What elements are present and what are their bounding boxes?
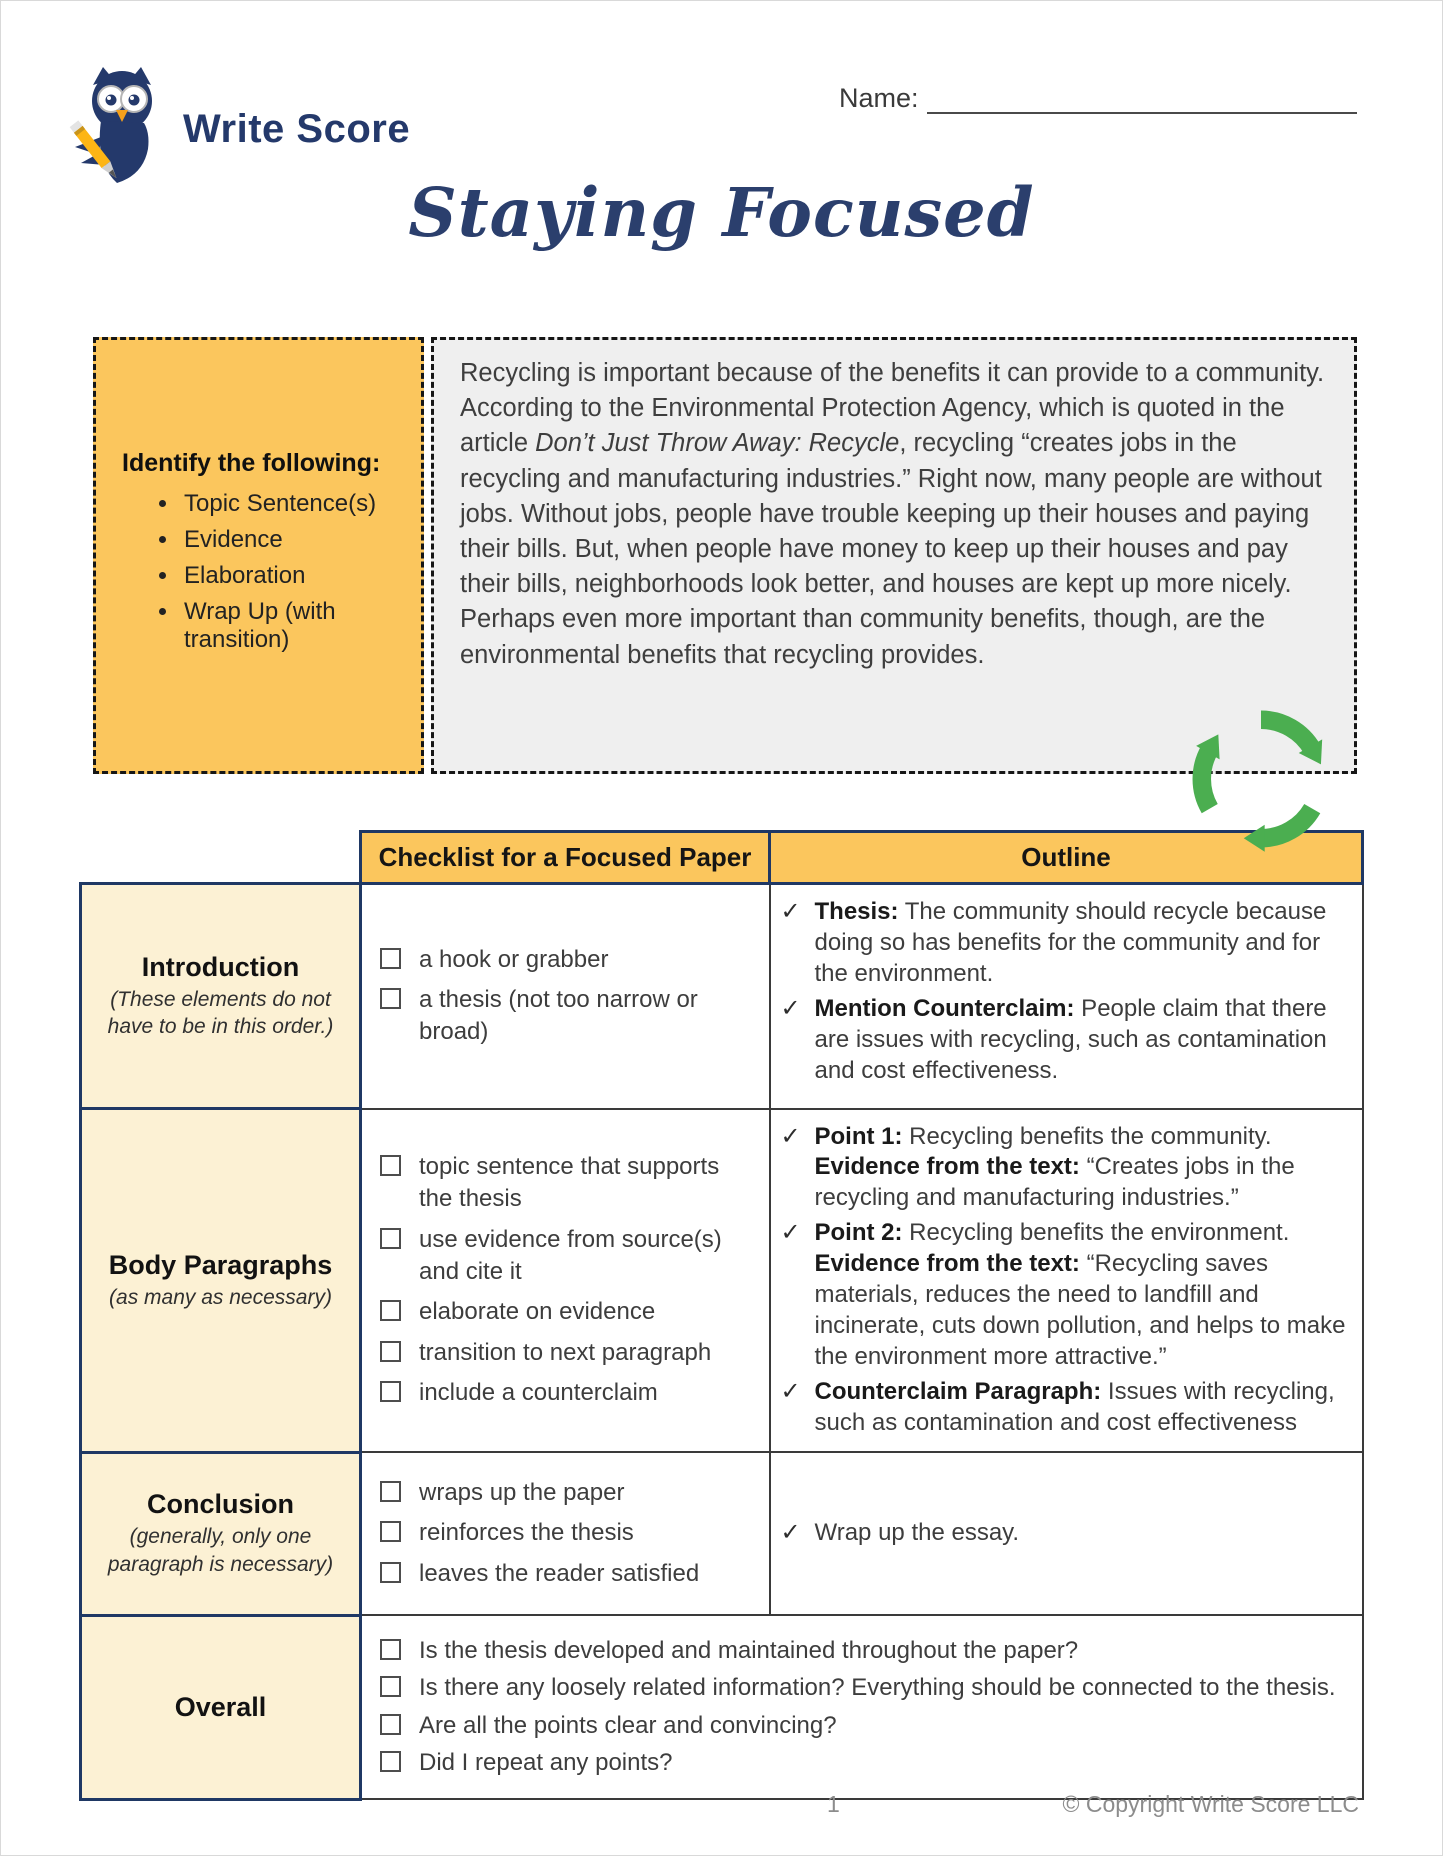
recycling-icon (1187, 705, 1335, 853)
row-label-title: Overall (174, 1691, 267, 1722)
outline-column-header: Outline (770, 832, 1363, 884)
checklist-item (378, 984, 759, 1049)
table-row-overall (81, 1615, 1363, 1799)
checklist-item (378, 1635, 1352, 1667)
checklist-item-label: Did I repeat any points? (419, 1748, 673, 1776)
row-label-title: Conclusion (147, 1489, 294, 1520)
identify-heading: Identify the following: (122, 449, 381, 477)
checklist-cell-overall (361, 1615, 1363, 1799)
checklist-item (378, 1296, 759, 1328)
checklist-item-label: Are all the points clear and convincing? (419, 1711, 837, 1739)
checklist-item-label: a hook or grabber (419, 945, 609, 973)
row-label-introduction (81, 884, 361, 1109)
checkbox-icon[interactable] (380, 1228, 401, 1249)
checklist-cell-conclusion (361, 1452, 770, 1615)
checkmark-icon: ✓ (780, 1122, 801, 1150)
checkbox-icon[interactable] (380, 1155, 401, 1176)
name-field (839, 83, 1357, 114)
brand-text: Write Score (183, 107, 411, 151)
outline-item: ✓ Point 1: Recycling benefits the community. Evidence from the text: “Creates jobs in the recycling and manufacturing industries.” (780, 1122, 1295, 1212)
checklist-item (378, 1151, 759, 1216)
row-label-title: Introduction (141, 951, 300, 982)
checklist-cell-introduction (361, 884, 770, 1109)
checklist-item (378, 1710, 1352, 1742)
checkbox-icon[interactable] (380, 1521, 401, 1542)
checkmark-icon: ✓ (780, 898, 801, 925)
checklist-item-label: leaves the reader satisfied (419, 1559, 700, 1587)
checklist-item (378, 1747, 1352, 1779)
identify-item: • Elaboration (180, 562, 405, 590)
checklist-cell-body (361, 1109, 770, 1453)
checklist-item-label: use evidence from source(s) and cite it (419, 1225, 722, 1286)
checklist-item-label: topic sentence that supports the thesis (419, 1152, 720, 1213)
table-row-body-paragraphs (81, 1109, 1363, 1453)
checkbox-icon[interactable] (380, 1381, 401, 1402)
row-label-body-paragraphs (81, 1109, 361, 1453)
checklist-item (378, 1224, 759, 1289)
page-footer (79, 1791, 1361, 1821)
outline-cell-introduction (770, 884, 1363, 1109)
identify-box (93, 337, 424, 774)
article-title: Don’t Just Throw Away: Recycle (535, 429, 900, 458)
checkmark-icon: ✓ (780, 1519, 801, 1547)
outline-item: ✓ Mention Counterclaim: People claim that there are issues with recycling, such as contamination and cost effectiveness. (780, 994, 1327, 1084)
checklist-item-label: a thesis (not too narrow or broad) (419, 986, 698, 1046)
checklist-item (378, 944, 759, 976)
table-corner-cell (81, 832, 361, 884)
checkbox-icon[interactable] (380, 1481, 401, 1502)
checklist-column-header: Checklist for a Focused Paper (361, 832, 770, 884)
outline-item: ✓ Point 2: Recycling benefits the environment. Evidence from the text: “Recycling saves materials, reduces the need to landfill and incinerate, cuts down pollution, and helps to make the environment more attractive.” (780, 1219, 1346, 1371)
outline-item: ✓ Thesis: The community should recycle because doing so has benefits for the community and for the environment. (780, 898, 1327, 987)
checklist-item (378, 1477, 759, 1509)
checkbox-icon[interactable] (380, 1751, 401, 1772)
checklist-item-label: wraps up the paper (419, 1478, 625, 1506)
checklist-item-label: Is the thesis developed and maintained throughout the paper? (419, 1636, 1079, 1664)
checklist-item (378, 1558, 759, 1590)
checkbox-icon[interactable] (380, 948, 401, 969)
name-input-line[interactable] (927, 86, 1357, 114)
checkbox-icon[interactable] (380, 1341, 401, 1362)
passage-text: Recycling is important because of the benefits it can provide to a community. According to the Environmental Protection Agency, which is quoted in the article (460, 359, 1325, 458)
row-label-conclusion (81, 1452, 361, 1615)
row-label-note: (as many as necessary) (109, 1285, 332, 1309)
name-label: Name: (839, 83, 919, 113)
checkmark-icon: ✓ (780, 994, 801, 1022)
checklist-item (378, 1377, 759, 1409)
outline-cell-body (770, 1109, 1363, 1453)
checkbox-icon[interactable] (380, 1639, 401, 1660)
checkmark-icon: ✓ (780, 1378, 801, 1406)
checklist-item-label: elaborate on evidence (419, 1298, 656, 1326)
checklist-item-label: reinforces the thesis (419, 1519, 634, 1547)
identify-item: • Evidence (180, 526, 405, 554)
passage-text: , recycling “creates jobs in the recycling and manufacturing industries.” Right now, many people are without jobs. Without jobs, people have trouble keeping up their houses and paying their bills. But, when people have money to keep up their houses and pay their bills, neighborhoods look better, and houses are kept up more nicely. Perhaps even more important than community benefits, though, are the environmental benefits that recycling provides. (460, 429, 1322, 669)
page-number: 1 (827, 1791, 840, 1817)
copyright-text: © Copyright Write Score LLC (1062, 1791, 1359, 1817)
checkbox-icon[interactable] (380, 1300, 401, 1321)
row-label-note: (generally, only one paragraph is necessary) (107, 1525, 334, 1576)
row-label-overall (81, 1615, 361, 1799)
checklist-item-label: Is there any loosely related information? Everything should be connected to the thesis. (419, 1674, 1336, 1702)
focus-table (79, 830, 1364, 1801)
checkbox-icon[interactable] (380, 988, 401, 1009)
row-label-note: (These elements do not have to be in this order.) (107, 987, 334, 1039)
checkbox-icon[interactable] (380, 1714, 401, 1735)
checklist-item (378, 1672, 1352, 1704)
page-title: Staying Focused (408, 173, 1035, 252)
checkmark-icon: ✓ (780, 1219, 801, 1247)
top-boxes (93, 337, 1357, 774)
identify-item: • Topic Sentence(s) (180, 490, 405, 518)
checklist-item-label: include a counterclaim (419, 1379, 658, 1407)
row-label-title: Body Paragraphs (108, 1249, 333, 1280)
checklist-item (378, 1337, 759, 1369)
outline-cell-conclusion (770, 1452, 1363, 1615)
checklist-item-label: transition to next paragraph (419, 1338, 712, 1366)
table-row-introduction (81, 884, 1363, 1109)
outline-item: ✓ Counterclaim Paragraph: Issues with recycling, such as contamination and cost effectiveness (780, 1378, 1335, 1437)
outline-item: ✓ Wrap up the essay. (781, 1518, 1350, 1549)
checkbox-icon[interactable] (380, 1676, 401, 1697)
table-row-conclusion (81, 1452, 1363, 1615)
checkbox-icon[interactable] (380, 1562, 401, 1583)
checklist-item (378, 1517, 759, 1549)
identify-list (122, 482, 405, 662)
identify-item: • Wrap Up (with transition) (180, 598, 405, 654)
